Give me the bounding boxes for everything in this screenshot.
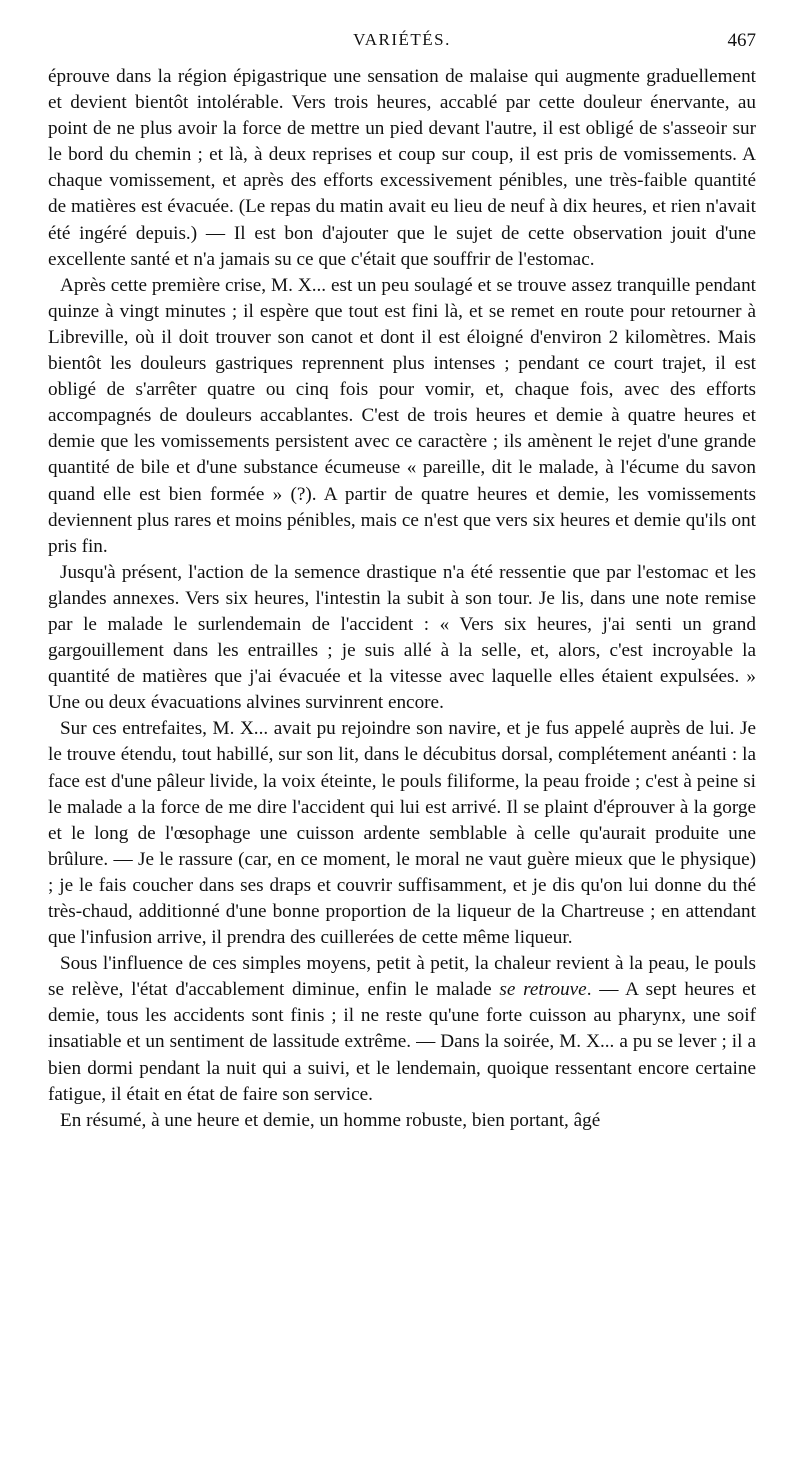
running-head: VARIÉTÉS. (353, 30, 451, 49)
paragraph-truncated: En résumé, à une heure et demie, un homme robuste, bien portant, âgé (60, 1109, 601, 1131)
paragraph-continued: éprouve dans la région épigastrique une sensation de malaise qui augmente graduellement et devient bientôt intolérable. Vers trois heures, accablé par cette douleur énervante, au point de ne plus avoir la force de mettre un pied devant l'autre, il est obligé de s'asseoir sur le bord du chemin ; et là, à deux reprises et coup sur coup, il est pris de vomissements. A chaque vomissement, et après des efforts excessivement pénibles, une très-faible quantité de matières est évacuée. (Le repas du matin avait eu lieu de neuf à dix heures, et rien n'avait été ingéré depuis.) — Il est bon d'ajouter que le sujet de cette observation jouit d'une excellente santé et n'a jamais su ce que c'était que souffrir de l'estomac. (48, 66, 756, 270)
page-number: 467 (727, 30, 756, 51)
paragraph: Après cette première crise, M. X... est un peu soulagé et se trouve assez tranquille pendant quinze à vingt minutes ; il espère que tout est fini là, et se remet en route pour retourner à Libreville, où il doit trouver son canot et dont il est éloigné d'environ 2 kilomètres. Mais bientôt les douleurs gastriques reprennent plus intenses ; pendant ce court trajet, il est obligé de s'arrêter quatre ou cinq fois pour vomir, et, chaque fois, avec des efforts accompagnés de douleurs accablantes. C'est de trois heures et demie à quatre heures et demie que les vomissements persistent avec ce caractère ; ils amènent le rejet d'une grande quantité de bile et d'une substance écumeuse « pareille, dit le malade, à l'écume du savon quand elle est bien formée » (?). A partir de quatre heures et demie, les vomissements deviennent plus rares et moins pénibles, mais ce n'est que vers six heures et demie qu'ils ont pris fin. (48, 274, 756, 557)
paragraph-text: . — A sept heures et demie, tous les accidents sont finis ; il ne reste qu'une forte cuisson au pharynx, une soif insatiable et un sentiment de lassitude extrême. — Dans la soirée, M. X... a pu se lever ; il a bien dormi pendant la nuit qui a suivi, et le lendemain, quoique ressentant encore certaine fatigue, il était en état de faire son service. (48, 979, 756, 1105)
italic-phrase: se retrouve (499, 979, 587, 1001)
paragraph (48, 951, 756, 1108)
body-text (48, 64, 756, 1134)
paragraph: Jusqu'à présent, l'action de la semence drastique n'a été ressentie que par l'estomac et les glandes annexes. Vers six heures, l'intestin la subit à son tour. Je lis, dans une note remise par le malade le surlendemain de l'accident : « Vers six heures, j'ai senti un grand gargouillement dans les entrailles ; je suis allé à la selle, et, alors, c'est incroyable la quantité de matières que j'ai évacuée et la vitesse avec laquelle elles étaient expulsées. » Une ou deux évacuations alvines survinrent encore. (48, 561, 756, 714)
page-header (48, 30, 756, 60)
paragraph: Sur ces entrefaites, M. X... avait pu rejoindre son navire, et je fus appelé auprès de lui. Je le trouve étendu, tout habillé, sur son lit, dans le décubitus dorsal, complétement anéanti : la face est d'une pâleur livide, la voix éteinte, le pouls filiforme, la peau froide ; c'est à peine si le malade a la force de me dire l'accident qui lui est arrivé. Il se plaint d'éprouver à la gorge et le long de l'œsophage une cuisson ardente semblable à celle qu'aurait produite une brûlure. — Je le rassure (car, en ce moment, le moral ne vaut guère mieux que le physique) ; je le fais coucher dans ses draps et couvrir suffisamment, et je dis qu'on lui donne du thé très-chaud, additionné d'une bonne proportion de la liqueur de la Chartreuse ; en attendant que l'infusion arrive, il prendra des cuillerées de cette même liqueur. (48, 718, 756, 949)
paragraph-text: Sous l'influence de ces simples moyens, petit à petit, la chaleur revient à la peau, le pouls se relève, l'état d'accablement diminue, enfin le malade (48, 953, 756, 1001)
